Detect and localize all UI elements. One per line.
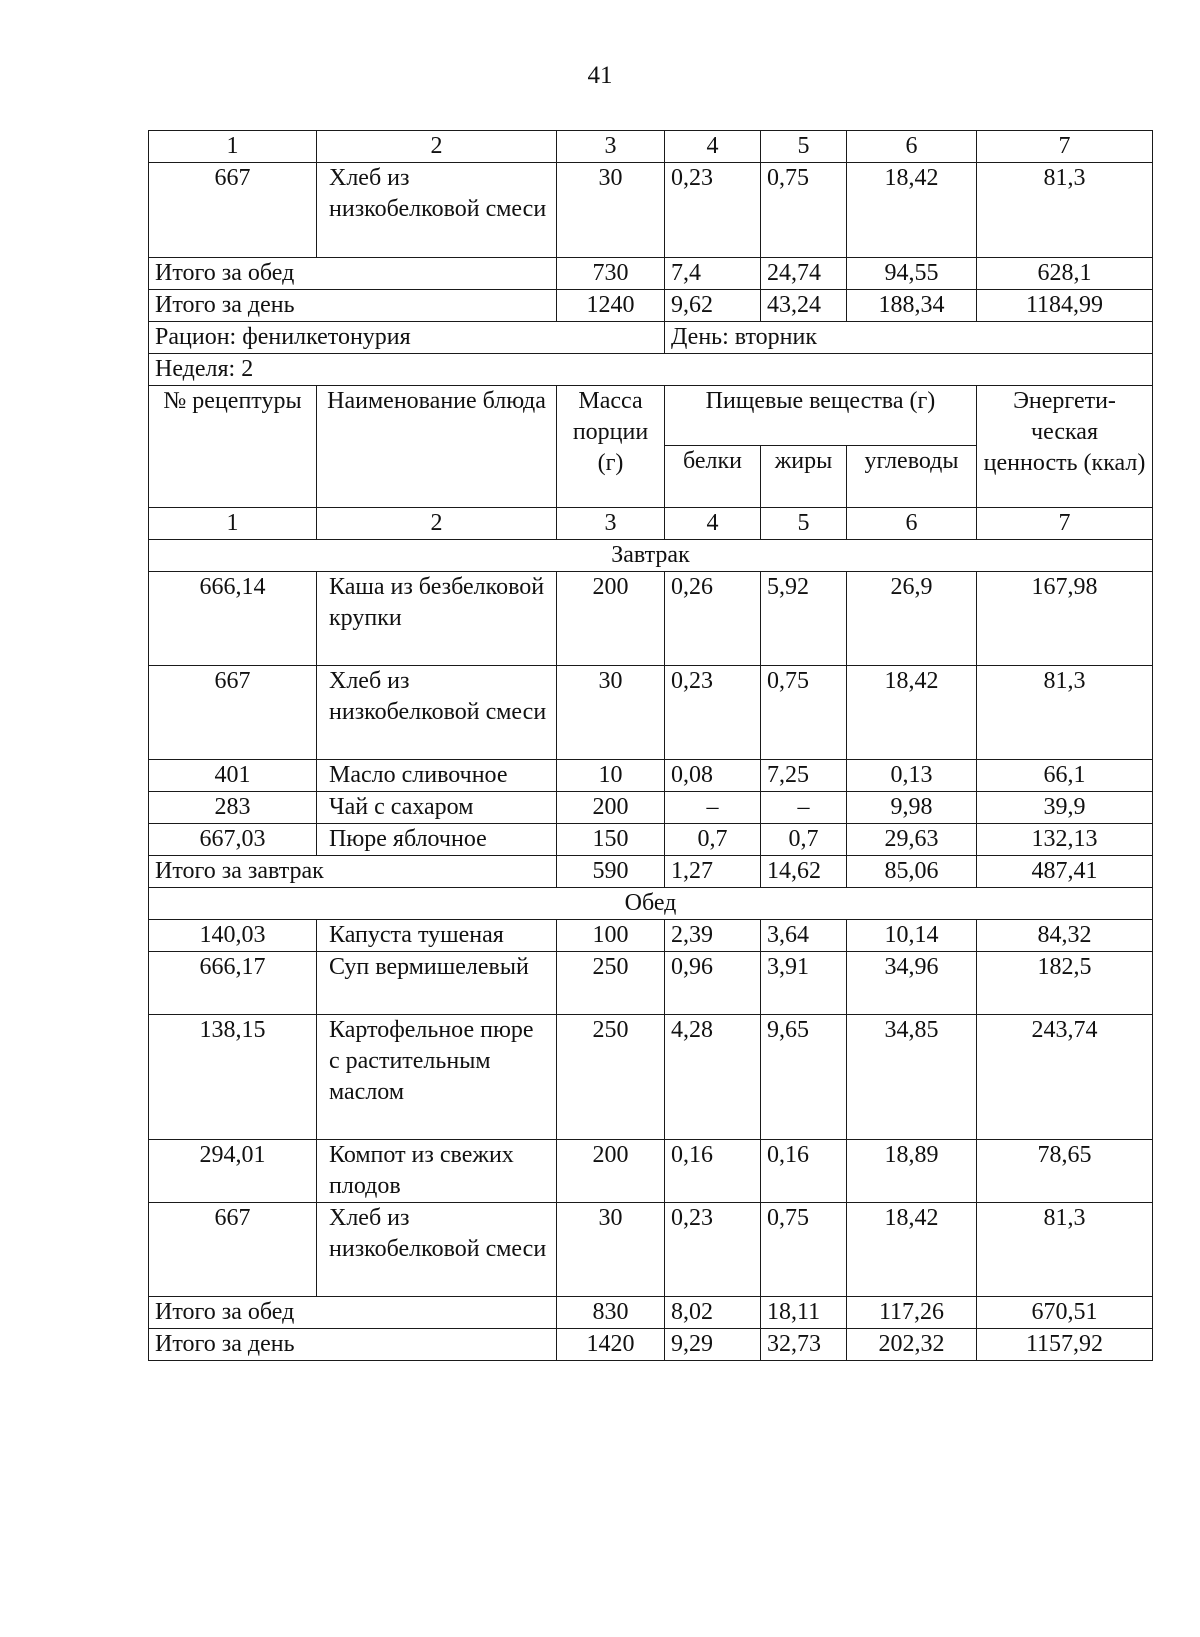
protein: 9,62 bbox=[665, 290, 761, 322]
fat: 3,64 bbox=[761, 920, 847, 952]
portion-mass: 730 bbox=[557, 258, 665, 290]
table-row bbox=[149, 792, 1153, 824]
header-recipe-no: № рецептуры bbox=[149, 386, 317, 508]
col-index: 6 bbox=[847, 508, 977, 540]
dish-name: Капуста тушеная bbox=[317, 920, 557, 952]
col-index: 1 bbox=[149, 131, 317, 163]
protein: 9,29 bbox=[665, 1329, 761, 1361]
recipe-code: 666,17 bbox=[149, 952, 317, 1015]
carbs: 117,26 bbox=[847, 1297, 977, 1329]
section-row bbox=[149, 540, 1153, 572]
table-row bbox=[149, 824, 1153, 856]
portion-mass: 830 bbox=[557, 1297, 665, 1329]
carbs: 34,85 bbox=[847, 1015, 977, 1140]
total-row bbox=[149, 1329, 1153, 1361]
recipe-code: 138,15 bbox=[149, 1015, 317, 1140]
energy: 132,13 bbox=[977, 824, 1153, 856]
protein: 7,4 bbox=[665, 258, 761, 290]
col-index: 5 bbox=[761, 508, 847, 540]
fat: 43,24 bbox=[761, 290, 847, 322]
carbs: 94,55 bbox=[847, 258, 977, 290]
header-carbs: углеводы bbox=[847, 446, 977, 508]
menu-table bbox=[148, 130, 1153, 1361]
fat: – bbox=[761, 792, 847, 824]
dish-name: Каша из безбелковой крупки bbox=[317, 572, 557, 666]
protein: 0,23 bbox=[665, 163, 761, 258]
protein: 0,23 bbox=[665, 1203, 761, 1297]
protein: – bbox=[665, 792, 761, 824]
total-row bbox=[149, 290, 1153, 322]
carbs: 18,89 bbox=[847, 1140, 977, 1203]
total-label: Итого за обед bbox=[149, 258, 557, 290]
recipe-code: 667 bbox=[149, 163, 317, 258]
energy: 81,3 bbox=[977, 666, 1153, 760]
total-row bbox=[149, 1297, 1153, 1329]
carbs: 10,14 bbox=[847, 920, 977, 952]
energy: 1157,92 bbox=[977, 1329, 1153, 1361]
portion-mass: 590 bbox=[557, 856, 665, 888]
day-label: День: вторник bbox=[665, 322, 1153, 354]
total-row bbox=[149, 856, 1153, 888]
fat: 7,25 bbox=[761, 760, 847, 792]
energy: 487,41 bbox=[977, 856, 1153, 888]
energy: 1184,99 bbox=[977, 290, 1153, 322]
dish-name: Хлеб из низкобелковой смеси bbox=[317, 666, 557, 760]
energy: 243,74 bbox=[977, 1015, 1153, 1140]
recipe-code: 140,03 bbox=[149, 920, 317, 952]
carbs: 188,34 bbox=[847, 290, 977, 322]
portion-mass: 30 bbox=[557, 163, 665, 258]
carbs: 18,42 bbox=[847, 1203, 977, 1297]
protein: 0,23 bbox=[665, 666, 761, 760]
carbs: 26,9 bbox=[847, 572, 977, 666]
fat: 0,75 bbox=[761, 1203, 847, 1297]
recipe-code: 401 bbox=[149, 760, 317, 792]
carbs: 85,06 bbox=[847, 856, 977, 888]
carbs: 18,42 bbox=[847, 163, 977, 258]
header-protein: белки bbox=[665, 446, 761, 508]
col-index: 5 bbox=[761, 131, 847, 163]
recipe-code: 667 bbox=[149, 666, 317, 760]
col-index: 3 bbox=[557, 508, 665, 540]
fat: 9,65 bbox=[761, 1015, 847, 1140]
table-row bbox=[149, 1203, 1153, 1297]
protein: 4,28 bbox=[665, 1015, 761, 1140]
table-row bbox=[149, 760, 1153, 792]
table-row bbox=[149, 163, 1153, 258]
portion-mass: 250 bbox=[557, 1015, 665, 1140]
energy: 78,65 bbox=[977, 1140, 1153, 1203]
carbs: 9,98 bbox=[847, 792, 977, 824]
total-label: Итого за завтрак bbox=[149, 856, 557, 888]
dish-name: Чай с сахаром bbox=[317, 792, 557, 824]
fat: 0,16 bbox=[761, 1140, 847, 1203]
protein: 0,16 bbox=[665, 1140, 761, 1203]
portion-mass: 200 bbox=[557, 572, 665, 666]
table-row bbox=[149, 1015, 1153, 1140]
fat: 0,75 bbox=[761, 666, 847, 760]
ration-row bbox=[149, 322, 1153, 354]
dish-name: Хлеб из низкобелковой смеси bbox=[317, 1203, 557, 1297]
energy: 81,3 bbox=[977, 1203, 1153, 1297]
protein: 0,26 bbox=[665, 572, 761, 666]
total-row bbox=[149, 258, 1153, 290]
protein: 2,39 bbox=[665, 920, 761, 952]
column-index-row bbox=[149, 131, 1153, 163]
col-index: 1 bbox=[149, 508, 317, 540]
carbs: 202,32 bbox=[847, 1329, 977, 1361]
dish-name: Пюре яблочное bbox=[317, 824, 557, 856]
week-label: Неделя: 2 bbox=[149, 354, 1153, 386]
protein: 0,96 bbox=[665, 952, 761, 1015]
dish-name: Картофельное пюре с растительным маслом bbox=[317, 1015, 557, 1140]
portion-mass: 250 bbox=[557, 952, 665, 1015]
fat: 0,75 bbox=[761, 163, 847, 258]
fat: 14,62 bbox=[761, 856, 847, 888]
fat: 5,92 bbox=[761, 572, 847, 666]
energy: 628,1 bbox=[977, 258, 1153, 290]
ration-label: Рацион: фенилкетонурия bbox=[149, 322, 665, 354]
dish-name: Хлеб из низкобелковой смеси bbox=[317, 163, 557, 258]
week-row bbox=[149, 354, 1153, 386]
header-fat: жиры bbox=[761, 446, 847, 508]
section-row bbox=[149, 888, 1153, 920]
fat: 0,7 bbox=[761, 824, 847, 856]
total-label: Итого за день bbox=[149, 1329, 557, 1361]
page-number: 41 bbox=[587, 62, 613, 89]
header-row bbox=[149, 386, 1153, 446]
table-row bbox=[149, 952, 1153, 1015]
energy: 182,5 bbox=[977, 952, 1153, 1015]
section-title-breakfast: Завтрак bbox=[149, 540, 1153, 572]
portion-mass: 100 bbox=[557, 920, 665, 952]
column-index-row bbox=[149, 508, 1153, 540]
col-index: 6 bbox=[847, 131, 977, 163]
dish-name: Суп вермишелевый bbox=[317, 952, 557, 1015]
energy: 81,3 bbox=[977, 163, 1153, 258]
energy: 39,9 bbox=[977, 792, 1153, 824]
col-index: 7 bbox=[977, 131, 1153, 163]
col-index: 2 bbox=[317, 508, 557, 540]
recipe-code: 666,14 bbox=[149, 572, 317, 666]
col-index: 7 bbox=[977, 508, 1153, 540]
portion-mass: 1420 bbox=[557, 1329, 665, 1361]
carbs: 34,96 bbox=[847, 952, 977, 1015]
fat: 18,11 bbox=[761, 1297, 847, 1329]
portion-mass: 30 bbox=[557, 666, 665, 760]
header-nutrients: Пищевые вещества (г) bbox=[665, 386, 977, 446]
table-row bbox=[149, 920, 1153, 952]
table-row bbox=[149, 1140, 1153, 1203]
fat: 24,74 bbox=[761, 258, 847, 290]
protein: 0,7 bbox=[665, 824, 761, 856]
energy: 66,1 bbox=[977, 760, 1153, 792]
header-portion-mass: Масса порции (г) bbox=[557, 386, 665, 508]
col-index: 3 bbox=[557, 131, 665, 163]
carbs: 18,42 bbox=[847, 666, 977, 760]
protein: 1,27 bbox=[665, 856, 761, 888]
carbs: 0,13 bbox=[847, 760, 977, 792]
carbs: 29,63 bbox=[847, 824, 977, 856]
recipe-code: 283 bbox=[149, 792, 317, 824]
section-title-lunch: Обед bbox=[149, 888, 1153, 920]
col-index: 4 bbox=[665, 508, 761, 540]
protein: 8,02 bbox=[665, 1297, 761, 1329]
fat: 3,91 bbox=[761, 952, 847, 1015]
portion-mass: 150 bbox=[557, 824, 665, 856]
total-label: Итого за день bbox=[149, 290, 557, 322]
portion-mass: 1240 bbox=[557, 290, 665, 322]
portion-mass: 200 bbox=[557, 1140, 665, 1203]
header-energy: Энергети-ческая ценность (ккал) bbox=[977, 386, 1153, 508]
table-row bbox=[149, 572, 1153, 666]
dish-name: Компот из свежих плодов bbox=[317, 1140, 557, 1203]
header-dish-name: Наименование блюда bbox=[317, 386, 557, 508]
recipe-code: 667,03 bbox=[149, 824, 317, 856]
table-row bbox=[149, 666, 1153, 760]
recipe-code: 667 bbox=[149, 1203, 317, 1297]
energy: 167,98 bbox=[977, 572, 1153, 666]
portion-mass: 30 bbox=[557, 1203, 665, 1297]
energy: 670,51 bbox=[977, 1297, 1153, 1329]
portion-mass: 200 bbox=[557, 792, 665, 824]
col-index: 2 bbox=[317, 131, 557, 163]
protein: 0,08 bbox=[665, 760, 761, 792]
recipe-code: 294,01 bbox=[149, 1140, 317, 1203]
total-label: Итого за обед bbox=[149, 1297, 557, 1329]
portion-mass: 10 bbox=[557, 760, 665, 792]
dish-name: Масло сливочное bbox=[317, 760, 557, 792]
col-index: 4 bbox=[665, 131, 761, 163]
energy: 84,32 bbox=[977, 920, 1153, 952]
fat: 32,73 bbox=[761, 1329, 847, 1361]
